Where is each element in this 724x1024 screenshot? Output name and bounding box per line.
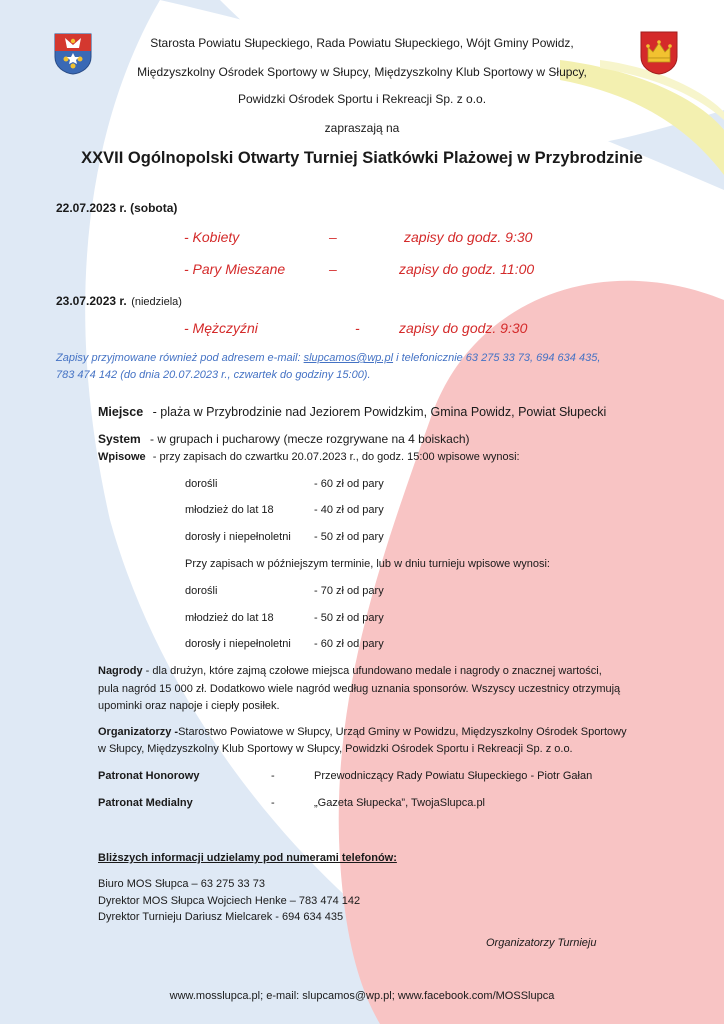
fee-late-mixed: dorosły i niepełnoletni (185, 638, 291, 650)
system-text: - w grupach i pucharowy (mecze rozgrywane na 4 boiskach) (150, 432, 470, 446)
prizes-text-1: - dla drużyn, które zajmą czołowe miejsca ufundowano medale i nagrody o znacznej wartości, (142, 665, 602, 677)
contacts-heading: Bliższych informacji udzielamy pod numerami telefonów: (98, 852, 397, 864)
header-line-3: Powidzki Ośrodek Sportu i Rekreacji Sp. z o.o. (237, 92, 487, 106)
day2-date: 23.07.2023 r. (56, 294, 127, 308)
prizes-line-1 (98, 665, 602, 677)
fee-late-youth: młodzież do lat 18 (185, 612, 274, 624)
category-men: - Mężczyźni (184, 320, 258, 336)
organizers-text-1: Starostwo Powiatowe w Słupcy, Urząd Gminy w Powidzu, Międzyszkolny Ośrodek Sportowy (178, 726, 627, 738)
invite-text: zapraszają na (324, 121, 400, 135)
category-mixed-time: zapisy do godz. 11:00 (399, 261, 535, 277)
organizers-line-1 (98, 726, 627, 738)
fee-early-mixed: dorosły i niepełnoletni (185, 531, 291, 543)
patronage-media-dash: - (271, 797, 275, 809)
day2-date-line (56, 292, 182, 310)
late-fee-note: Przy zapisach w późniejszym terminie, lub w dniu turnieju wpisowe wynosi: (185, 558, 550, 570)
category-women-time: zapisy do godz. 9:30 (404, 229, 533, 245)
fee-early-youth-amount: - 40 zł od pary (314, 504, 384, 516)
category-women: - Kobiety (184, 229, 240, 245)
patronage-media-label: Patronat Medialny (98, 797, 193, 809)
event-title: XXVII Ogólnopolski Otwarty Turniej Siatkówki Plażowej w Przybrodzinie (81, 149, 643, 167)
patronage-honorary-dash: - (271, 770, 275, 782)
prizes-label: Nagrody (98, 665, 143, 677)
registration-email-link[interactable]: slupcamos@wp.pl (303, 352, 394, 364)
signature: Organizatorzy Turnieju (486, 937, 597, 949)
fee-early-youth: młodzież do lat 18 (185, 504, 274, 516)
patronage-honorary-label: Patronat Honorowy (98, 770, 200, 782)
registration-suffix: i telefonicznie 63 275 33 73, 694 634 435, (393, 352, 601, 364)
system-label: System (98, 432, 141, 446)
header-line-1: Starosta Powiatu Słupeckiego, Rada Powiatu Słupeckiego, Wójt Gminy Powidz, (150, 36, 574, 50)
registration-line-1 (56, 352, 600, 364)
fee-late-mixed-amount: - 60 zł od pary (314, 638, 384, 650)
registration-line-2: 783 474 142 (do dnia 20.07.2023 r., czwartek do godziny 15:00). (56, 369, 371, 381)
footer-text: www.mosslupca.pl; e-mail: slupcamos@wp.pl; www.facebook.com/MOSSlupca (169, 990, 555, 1002)
contact-line-2: Dyrektor MOS Słupca Wojciech Henke – 783 474 142 (98, 895, 361, 907)
category-mixed: - Pary Mieszane (184, 261, 286, 277)
fee-late-adults: dorośli (185, 585, 218, 597)
organizers-line-2: w Słupcy, Międzyszkolny Klub Sportowy w Słupcy, Powidzki Ośrodek Sportu i Rekreacji Sp. z o.o. (98, 743, 573, 755)
fee-early-adults-amount: - 60 zł od pary (314, 478, 384, 490)
day1-date: 22.07.2023 r. (sobota) (56, 201, 178, 215)
organizers-label: Organizatorzy - (98, 726, 179, 738)
prizes-line-3: upominki oraz napoje i ciepły posiłek. (98, 700, 280, 712)
fee-row (98, 451, 520, 463)
place-text: - plaża w Przybrodzinie nad Jeziorem Powidzkim, Gmina Powidz, Powiat Słupecki (152, 405, 607, 419)
day2-weekday: (niedziela) (131, 296, 182, 308)
category-women-dash: – (329, 229, 337, 245)
category-men-dash: - (355, 320, 360, 336)
contact-line-3: Dyrektor Turnieju Dariusz Mielcarek - 694 634 435 (98, 911, 344, 923)
patronage-honorary-value: Przewodniczący Rady Powiatu Słupeckiego - Piotr Gałan (314, 770, 593, 782)
system-row (98, 432, 470, 446)
fee-early-adults: dorośli (185, 478, 218, 490)
category-men-time: zapisy do godz. 9:30 (399, 320, 528, 336)
fee-late-adults-amount: - 70 zł od pary (314, 585, 384, 597)
place-label: Miejsce (98, 405, 144, 419)
prizes-line-2: pula nagród 15 000 zł. Dodatkowo wiele nagród według uznania sponsorów. Wszyscy uczestnicy otrzymują (98, 683, 621, 695)
patronage-media-value: „Gazeta Słupecka”, TwojaSlupca.pl (314, 797, 485, 809)
fee-late-youth-amount: - 50 zł od pary (314, 612, 384, 624)
place-row (98, 405, 606, 419)
contact-line-1: Biuro MOS Słupca – 63 275 33 73 (98, 878, 265, 890)
registration-prefix: Zapisy przyjmowane również pod adresem e-mail: (56, 352, 304, 364)
fee-text: - przy zapisach do czwartku 20.07.2023 r., do godz. 15:00 wpisowe wynosi: (152, 451, 520, 463)
category-mixed-dash: – (329, 261, 337, 277)
header-line-2: Międzyszkolny Ośrodek Sportowy w Słupcy, Międzyszkolny Klub Sportowy w Słupcy, (137, 65, 587, 79)
fee-label: Wpisowe (98, 451, 146, 463)
fee-early-mixed-amount: - 50 zł od pary (314, 531, 384, 543)
